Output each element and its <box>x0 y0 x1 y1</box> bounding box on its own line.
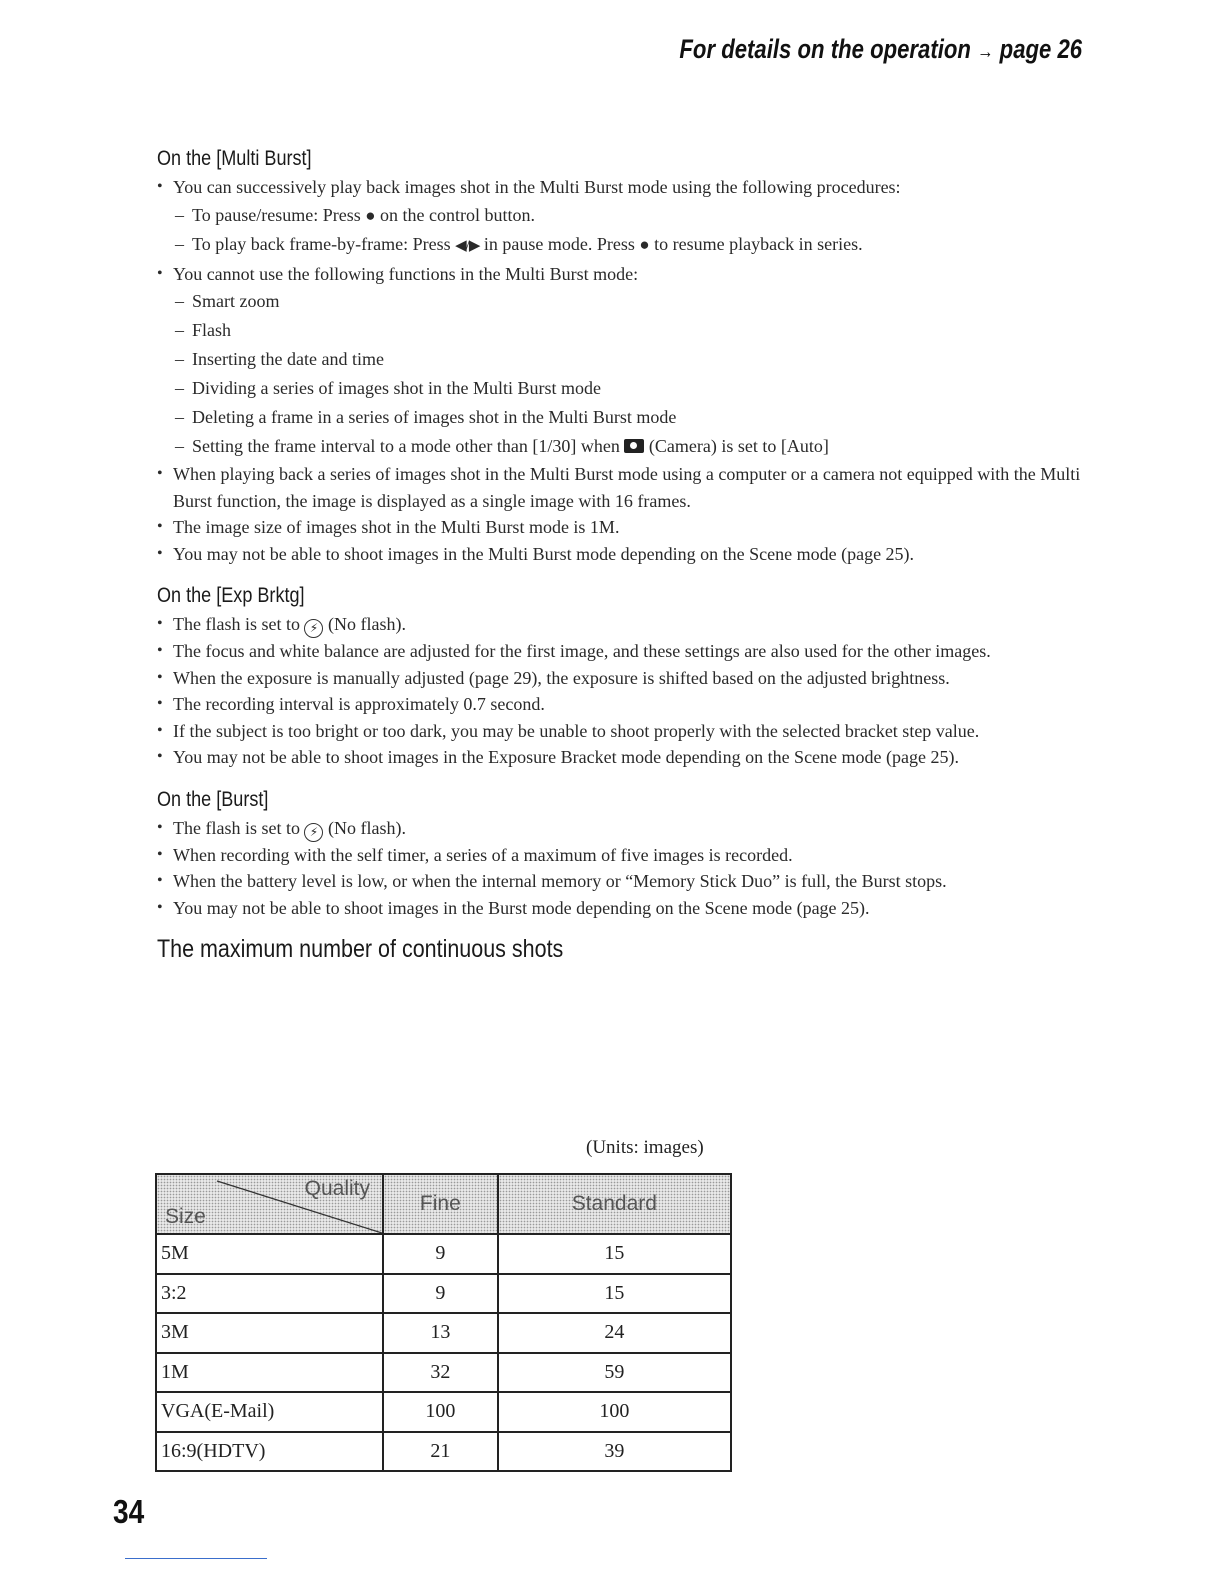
fine-cell: 100 <box>383 1392 498 1432</box>
list-item: – Flash <box>175 316 1097 345</box>
max-shots-heading: The maximum number of continuous shots <box>157 935 564 963</box>
list-item: – To play back frame-by-frame: Press ◀/▶ in pause mode. Press ● to resume playback in series. <box>175 230 1097 261</box>
list-item: – To pause/resume: Press ● on the control button. <box>175 201 1097 230</box>
exp-brktg-heading: On the [Exp Brktg] <box>157 584 305 607</box>
units-label: (Units: images) <box>586 1137 704 1158</box>
max-shots-table <box>155 1173 732 1472</box>
multi-burst-heading: On the [Multi Burst] <box>157 147 312 170</box>
table-row <box>156 1392 731 1432</box>
size-label: Size <box>165 1205 206 1228</box>
left-right-arrows-icon: ◀/▶ <box>455 237 480 254</box>
table-row <box>156 1313 731 1353</box>
standard-cell: 39 <box>498 1432 731 1472</box>
operation-page-reference <box>679 34 1082 65</box>
list-item: • You can successively play back images shot in the Multi Burst mode using the following procedures: – To pause/resume: Press ● on the control button. – To play back frame-by-frame: Press ◀/▶ in pause mode. Press ● to resume playback in series. <box>157 174 1097 261</box>
burst-notes <box>157 815 1097 922</box>
page-number: 34 <box>113 1493 145 1530</box>
list-item: – Setting the frame interval to a mode other than [1/30] when (Camera) is set to [Auto] <box>175 432 1097 461</box>
standard-cell: 15 <box>498 1274 731 1314</box>
size-cell: 3:2 <box>156 1274 383 1314</box>
list-item: • You may not be able to shoot images in the Burst mode depending on the Scene mode (page 25). <box>157 895 1097 922</box>
list-item: • When the battery level is low, or when the internal memory or “Memory Stick Duo” is full, the Burst stops. <box>157 868 1097 895</box>
center-button-icon: ● <box>639 234 650 254</box>
size-cell: 1M <box>156 1353 383 1393</box>
quality-label: Quality <box>304 1177 370 1200</box>
footer-rule <box>125 1558 267 1559</box>
fine-cell: 9 <box>383 1234 498 1274</box>
standard-cell: 15 <box>498 1234 731 1274</box>
list-item: • The recording interval is approximately 0.7 second. <box>157 691 1097 718</box>
fine-cell: 32 <box>383 1353 498 1393</box>
list-item: • When playing back a series of images shot in the Multi Burst mode using a computer or a camera not equipped with the Multi Burst function, the image is displayed as a single image with 16 frames. <box>157 461 1097 514</box>
standard-cell: 24 <box>498 1313 731 1353</box>
standard-cell: 59 <box>498 1353 731 1393</box>
standard-header: Standard <box>498 1174 731 1234</box>
list-item: • The flash is set to ⚡ (No flash). <box>157 815 1097 842</box>
camera-icon <box>624 439 644 453</box>
size-cell: 5M <box>156 1234 383 1274</box>
reference-page: page 26 <box>999 34 1082 64</box>
fine-cell: 9 <box>383 1274 498 1314</box>
list-item: – Inserting the date and time <box>175 345 1097 374</box>
multi-burst-notes <box>157 174 1097 567</box>
fine-cell: 13 <box>383 1313 498 1353</box>
fine-cell: 21 <box>383 1432 498 1472</box>
no-flash-icon: ⚡ <box>304 823 323 842</box>
table-row <box>156 1353 731 1393</box>
sub-list <box>173 201 1097 261</box>
table-row <box>156 1234 731 1274</box>
no-flash-icon: ⚡ <box>304 619 323 638</box>
standard-cell: 100 <box>498 1392 731 1432</box>
list-item: • If the subject is too bright or too dark, you may be unable to shoot properly with the selected bracket step value. <box>157 718 1097 745</box>
exp-brktg-notes <box>157 611 1097 771</box>
center-button-icon: ● <box>365 205 376 225</box>
list-item: – Smart zoom <box>175 287 1097 316</box>
page-content <box>157 144 1097 964</box>
list-item: • The flash is set to ⚡ (No flash). <box>157 611 1097 638</box>
right-arrow-icon: → <box>976 41 994 63</box>
reference-text: For details on the operation <box>679 34 971 64</box>
list-item: • The focus and white balance are adjusted for the first image, and these settings are also used for the other images. <box>157 638 1097 665</box>
list-item: – Deleting a frame in a series of images shot in the Multi Burst mode <box>175 403 1097 432</box>
sub-list <box>173 287 1097 461</box>
burst-heading: On the [Burst] <box>157 787 269 811</box>
list-item: • You may not be able to shoot images in the Multi Burst mode depending on the Scene mode (page 25). <box>157 541 1097 568</box>
size-cell: 16:9(HDTV) <box>156 1432 383 1472</box>
fine-header: Fine <box>383 1174 498 1234</box>
list-item: • You may not be able to shoot images in the Exposure Bracket mode depending on the Scene mode (page 25). <box>157 744 1097 771</box>
list-item: • When recording with the self timer, a series of a maximum of five images is recorded. <box>157 842 1097 869</box>
list-item: • The image size of images shot in the Multi Burst mode is 1M. <box>157 514 1097 541</box>
list-item: • When the exposure is manually adjusted (page 29), the exposure is shifted based on the adjusted brightness. <box>157 665 1097 692</box>
quality-size-corner-cell <box>156 1174 383 1234</box>
size-cell: VGA(E-Mail) <box>156 1392 383 1432</box>
list-item: – Dividing a series of images shot in the Multi Burst mode <box>175 374 1097 403</box>
table-row <box>156 1274 731 1314</box>
table-header-row <box>156 1174 731 1234</box>
table-row <box>156 1432 731 1472</box>
size-cell: 3M <box>156 1313 383 1353</box>
list-item: • You cannot use the following functions in the Multi Burst mode: – Smart zoom – Flash – Inserting the date and time – Dividing a series of images shot in the Multi Burst mode – Deleting a frame in a series of images shot in the Multi Burst mode – Setting the frame interval to a mode other than [1/30] when (Camera) is set to [Auto] <box>157 261 1097 462</box>
